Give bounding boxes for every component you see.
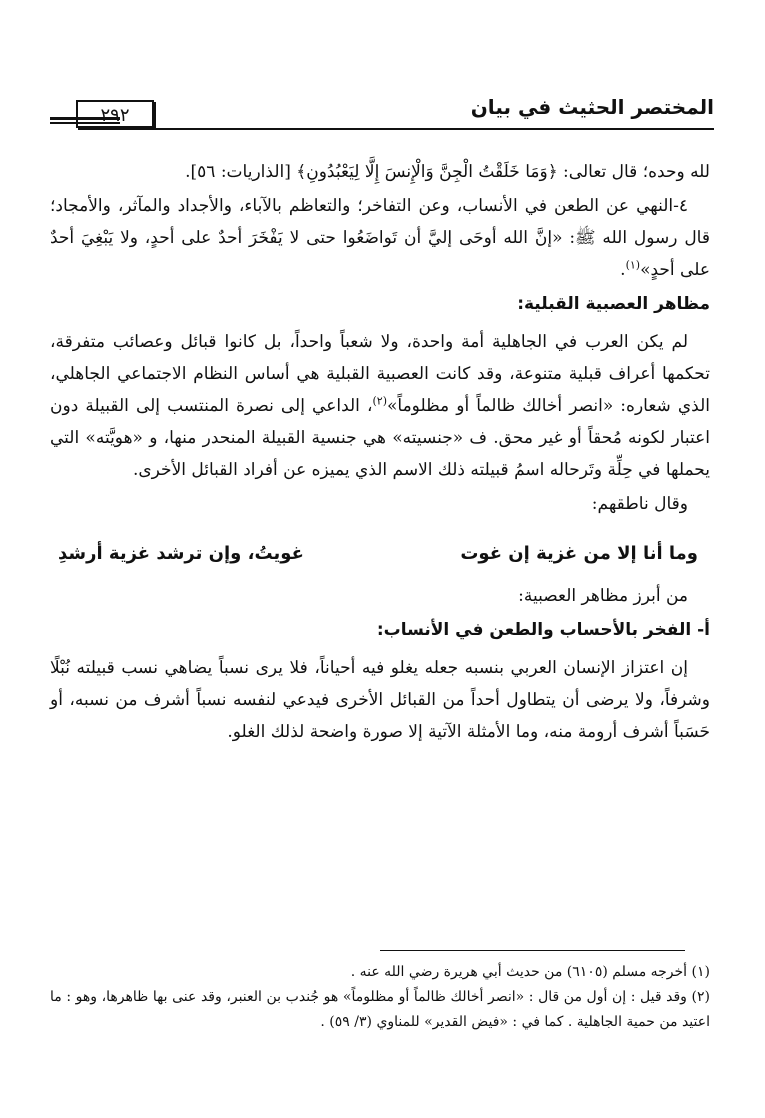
paragraph-prohibition bbox=[50, 190, 710, 286]
subheading-pride-lineage: أ- الفخر بالأحساب والطعن في الأنساب: bbox=[376, 620, 710, 640]
footnote-ref-2: (٢) bbox=[372, 394, 387, 408]
footnote-ref-1: (١) bbox=[625, 258, 641, 272]
header-double-rule bbox=[50, 117, 120, 124]
hadith-end: . bbox=[620, 260, 626, 280]
paragraph-pride: إن اعتزاز الإنسان العربي بنسبه جعله يغلو فيه أحياناً، فلا يرى نسباً يضاهي نسب قبيلته نُبْلًا وشرفاً، ولا يرضى أن يتطاول أحداً من القبائل الأخرى فيدعي لنفسه نسباً أشرف من نسبه، أو حَسَباً أشرف أرومة منه، وما الأمثلة الآتية إلا صورة واضحة لذلك الغلو. bbox=[50, 658, 710, 742]
page-number-box: ٢٩٢ bbox=[76, 100, 154, 128]
main-text bbox=[50, 156, 710, 748]
paragraph-tribalism bbox=[50, 326, 710, 486]
paragraph-tribalism-part2: ، الداعي إلى نصرة المنتسب إلى القبيلة دون اعتبار لكونه مُحقاً أو غير محق. ف «جنسيته» هي جنسية القبيلة المنحدر منها، و «هويَّته» التي يحملها في حِلِّة وتَرحاله اسمُ قبيلته ذلك الاسم الذي يميزه عن أفراد القبائل الأخرى. bbox=[50, 396, 710, 480]
paragraph-tribalism-part1: لم يكن العرب في الجاهلية أمة واحدة، ولا شعباً واحداً، بل كانوا قبائل وعصائب متفرقة، تحكمها أعراف قبلية متنوعة، وقد كانت العصبية القبلية هي أساس النظام الاجتماعي الجاهلي، الذي شعاره: «انصر أخالك ظالماً أو مظلوماً» bbox=[50, 332, 710, 416]
footnotes bbox=[50, 960, 710, 1035]
running-title: المختصر الحثيث في بيان bbox=[470, 95, 714, 119]
footnote-1: (١) أخرجه مسلم (٦١٠٥) من حديث أبي هريرة رضي الله عنه . bbox=[350, 964, 710, 980]
paragraph-poet-intro: وقال ناطقهم: bbox=[591, 494, 688, 514]
section-heading-tribal-manifestations: مظاهر العصبية القبلية: bbox=[517, 294, 710, 314]
paragraph-manifestations-intro: من أبرز مظاهر العصبية: bbox=[518, 586, 688, 606]
footnote-separator bbox=[380, 950, 685, 951]
verse-first-hemistich: وما أنا إلا من غزية إن غوت bbox=[460, 543, 698, 564]
footnote-2: (٢) وقد قيل : إن أول من قال : «انصر أخالك ظالماً أو مظلوماً» هو جُندب بن العنبر، وقد عنى بها ظاهرها، وهو : ما اعتيد من حمية الجاهلية . كما في : «فيض القدير» للمناوي (٣/ ٥٩) . bbox=[50, 989, 710, 1030]
verse-second-hemistich: غويتُ، وإن ترشد غزية أرشدِ bbox=[58, 543, 304, 564]
paragraph-quran-verse: لله وحده؛ قال تعالى: ﴿وَمَا خَلَقْتُ الْجِنَّ وَالْإِنسَ إِلَّا لِيَعْبُدُونِ﴾ [الذاريات: ٥٦]. bbox=[185, 162, 710, 182]
poetry-verse bbox=[50, 538, 710, 570]
page-header bbox=[58, 92, 714, 132]
header-underline bbox=[154, 128, 714, 130]
hadith-text: ٤-النهي عن الطعن في الأنساب، وعن التفاخر؛ والتعاظم بالآباء، والأجداد والمآثر، والأمجاد؛ قال رسول الله ﷺ: «إنَّ الله أوحَى إليَّ أن تَواضَعُوا حتى لا يَفْخَرَ أحدٌ على أحدٍ، ولا يَبْغِيَ أحدٌ على أحدٍ» bbox=[50, 196, 710, 280]
